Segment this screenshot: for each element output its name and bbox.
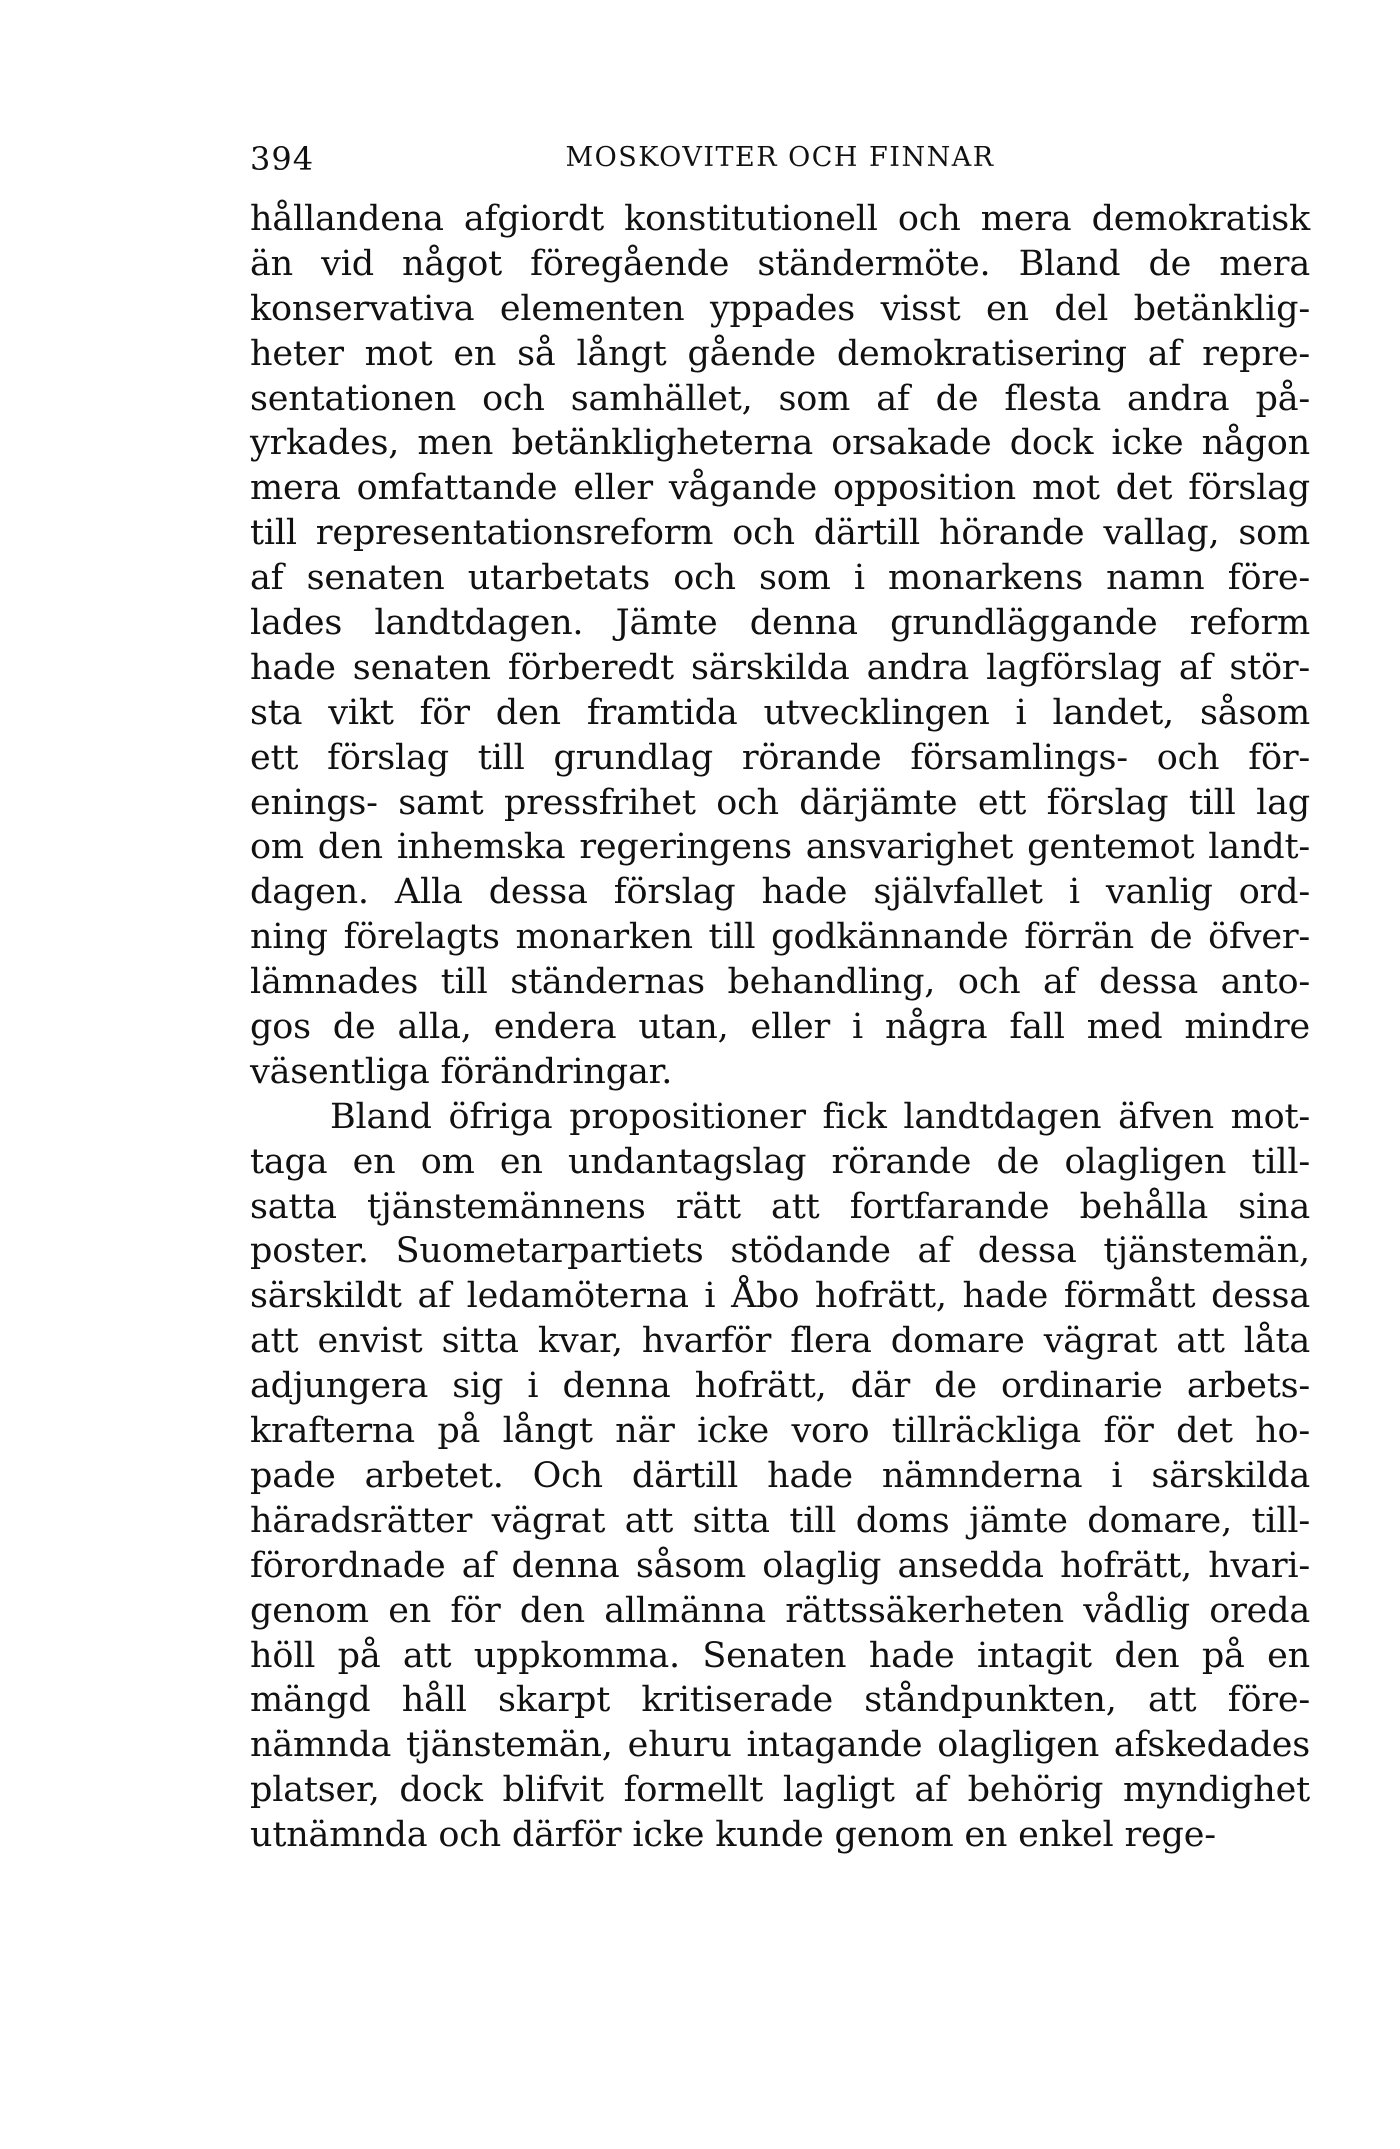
text-line: ning förelagts monarken till godkännande förrän de öfver- — [250, 917, 1310, 958]
text-line: mängd håll skarpt kritiserade ståndpunkten, att före- — [250, 1680, 1310, 1721]
text-line: platser, dock blifvit formellt lagligt af behörig myndighet — [250, 1770, 1310, 1811]
text-line: konservativa elementen yppades visst en del betänklig- — [250, 288, 1310, 329]
text-line: enings- samt pressfrihet och därjämte ett förslag till lag — [250, 782, 1310, 823]
text-line: poster. Suometarpartiets stödande af dessa tjänstemän, — [250, 1231, 1310, 1272]
text-line: häradsrätter vägrat att sitta till doms jämte domare, till- — [250, 1500, 1310, 1541]
page-number: 394 — [250, 140, 315, 178]
text-line: satta tjänstemännens rätt att fortfarande behålla sina — [250, 1186, 1310, 1227]
text-line: dagen. Alla dessa förslag hade självfallet i vanlig ord- — [250, 872, 1310, 913]
text-line: af senaten utarbetats och som i monarkens namn före- — [250, 558, 1310, 599]
text-line: sentationen och samhället, som af de flesta andra på- — [250, 378, 1310, 419]
text-line: lämnades till ständernas behandling, och af dessa anto- — [250, 962, 1310, 1003]
text-line: om den inhemska regeringens ansvarighet gentemot landt- — [250, 827, 1310, 868]
text-line: utnämnda och därför icke kunde genom en enkel rege- — [250, 1815, 1216, 1856]
text-line: heter mot en så långt gående demokratisering af repre- — [250, 333, 1310, 374]
text-line: att envist sitta kvar, hvarför flera domare vägrat att låta — [250, 1321, 1310, 1362]
page-header — [250, 140, 1310, 190]
text-line: yrkades, men betänkligheterna orsakade dock icke någon — [250, 423, 1310, 464]
text-line: taga en om en undantagslag rörande de olagligen till- — [250, 1141, 1310, 1182]
text-line: mera omfattande eller vågande opposition mot det förslag — [250, 468, 1310, 509]
text-line: lades landtdagen. Jämte denna grundläggande reform — [250, 603, 1310, 644]
text-line: gos de alla, endera utan, eller i några fall med mindre — [250, 1007, 1310, 1048]
text-line: krafterna på långt när icke voro tillräckliga för det ho- — [250, 1411, 1310, 1452]
text-line: sta vikt för den framtida utvecklingen i landet, såsom — [250, 692, 1310, 733]
text-line: ett förslag till grundlag rörande församlings- och för- — [250, 737, 1310, 778]
text-line: pade arbetet. Och därtill hade nämnderna i särskilda — [250, 1455, 1310, 1496]
text-line: till representationsreform och därtill hörande vallag, som — [250, 513, 1310, 554]
text-line: hade senaten förberedt särskilda andra lagförslag af stör- — [250, 647, 1310, 688]
text-line: förordnade af denna såsom olaglig ansedda hofrätt, hvari- — [250, 1545, 1310, 1586]
text-line: höll på att uppkomma. Senaten hade intagit den på en — [250, 1635, 1310, 1676]
text-line: särskildt af ledamöterna i Åbo hofrätt, hade förmått dessa — [250, 1276, 1310, 1317]
text-line: genom en för den allmänna rättssäkerheten vådlig oreda — [250, 1590, 1310, 1631]
text-line: Bland öfriga propositioner fick landtdagen äfven mot- — [330, 1096, 1310, 1137]
text-line: adjungera sig i denna hofrätt, där de ordinarie arbets- — [250, 1366, 1310, 1407]
text-line: än vid något föregående ständermöte. Bland de mera — [250, 243, 1310, 284]
running-title: MOSKOVITER OCH FINNAR — [565, 142, 995, 173]
text-line: hållandena afgiordt konstitutionell och mera demokratisk — [250, 199, 1310, 239]
text-line: väsentliga förändringar. — [250, 1051, 673, 1092]
text-line: nämnda tjänstemän, ehuru intagande olagligen afskedades — [250, 1725, 1310, 1766]
body-text — [250, 197, 1310, 1858]
